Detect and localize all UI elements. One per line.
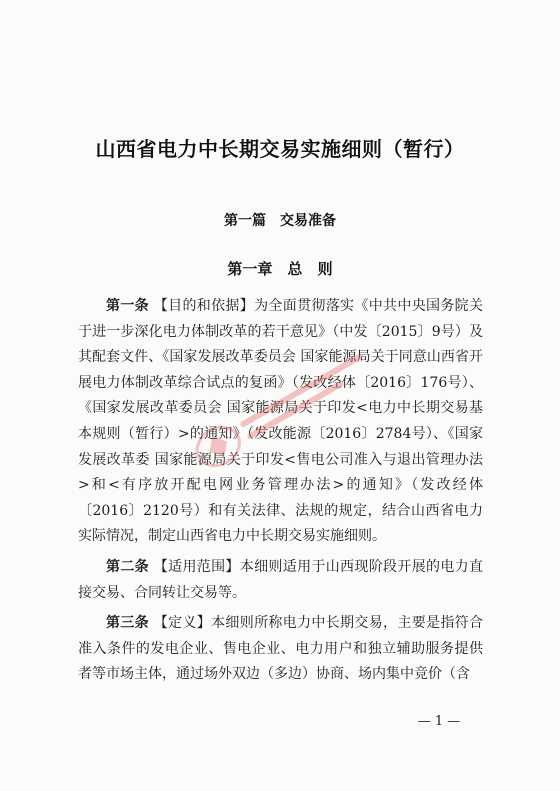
page-number: — 1 — bbox=[417, 714, 461, 729]
chapter-heading: 第一章 总 则 bbox=[227, 260, 333, 278]
article-3 bbox=[78, 611, 483, 688]
article-2 bbox=[78, 555, 483, 606]
article-1-label: 第一条 bbox=[106, 298, 149, 314]
part-heading: 第一篇 交易准备 bbox=[224, 213, 336, 229]
article-1-text: 【目的和依据】为全面贯彻落实《中共中央国务院关于进一步深化电力体制改革的若干意见》（中发〔2015〕9号）及其配套文件、《国家发展改革委员会 国家能源局关于同意山西省开展电力体制改革综合试点的复函》（发改经体〔2016〕176号）、《国家发展改革委员会 国家能源局关于印发<电力中长期交易基本规则（暂行）>的通知》（发改能源〔2016〕2784号）、《国家发展改革委 国家能源局关于印发<售电公司准入与退出管理办法>和<有序放开配电网业务管理办法>的通知》（发改经体〔2016〕2120号）和有关法律、法规的规定，结合山西省电力实际情况，制定山西省电力中长期交易实施细则。 bbox=[78, 298, 484, 545]
document-body bbox=[78, 294, 483, 693]
article-3-label: 第三条 bbox=[106, 615, 149, 632]
article-2-label: 第二条 bbox=[106, 558, 149, 575]
article-3-text: 【定义】本细则所称电力中长期交易，主要是指符合准入条件的发电企业、售电企业、电力用户和独立辅助服务提供者等市场主体，通过场外双边（多边）协商、场内集中竞价（含 bbox=[78, 615, 484, 683]
article-1 bbox=[78, 294, 483, 550]
article-2-text: 【适用范围】本细则适用于山西现阶段开展的电力直接交易、合同转让交易等。 bbox=[78, 558, 484, 601]
document-title: 山西省电力中长期交易实施细则（暂行） bbox=[95, 137, 465, 161]
